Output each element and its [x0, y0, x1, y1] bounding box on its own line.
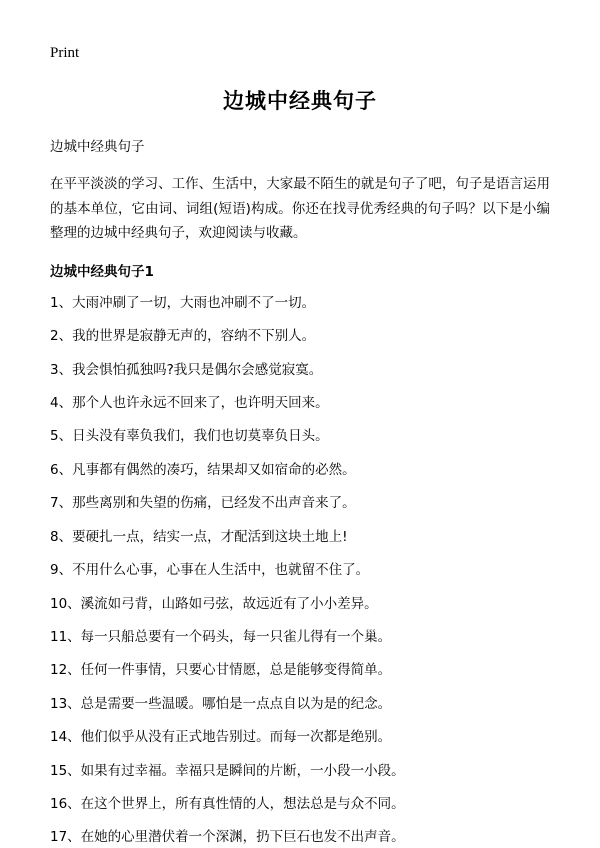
section-heading: 边城中经典句子1 [50, 264, 154, 281]
list-item: 14、他们似乎从没有正式地告别过。而每一次都是绝别。 [50, 729, 392, 746]
list-item: 11、每一只船总要有一个码头，每一只雀儿得有一个巢。 [50, 628, 392, 645]
list-item: 1、大雨冲刷了一切，大雨也冲刷不了一切。 [50, 294, 316, 311]
sentence-list [50, 293, 550, 848]
list-item: 3、我会惧怕孤独吗?我只是偶尔会感觉寂寞。 [50, 361, 323, 378]
list-item: 16、在这个世界上，所有真性情的人，想法总是与众不同。 [50, 796, 405, 813]
list-item: 12、任何一件事情，只要心甘情愿，总是能够变得简单。 [50, 662, 392, 679]
print-button[interactable]: Print [50, 45, 80, 61]
list-item: 2、我的世界是寂静无声的，容纳不下别人。 [50, 328, 316, 345]
page-title: 边城中经典句子 [223, 89, 377, 113]
list-item: 10、溪流如弓背，山路如弓弦，故远近有了小小差异。 [50, 595, 378, 612]
list-item: 15、如果有过幸福。幸福只是瞬间的片断，一小段一小段。 [50, 762, 405, 779]
list-item: 17、在她的心里潜伏着一个深渊，扔下巨石也发不出声音。 [50, 829, 405, 846]
list-item: 13、总是需要一些温暖。哪怕是一点点自以为是的纪念。 [50, 695, 392, 712]
list-item: 5、日头没有辜负我们，我们也切莫辜负日头。 [50, 428, 329, 445]
intro-paragraph: 在平平淡淡的学习、工作、生活中，大家最不陌生的就是句子了吧，句子是语言运用的基本单位，它由词、词组(短语)构成。你还在找寻优秀经典的句子吗？以下是小编整理的边城中经典句子，欢迎阅读与收藏。 [50, 175, 550, 242]
list-item: 6、凡事都有偶然的凑巧，结果却又如宿命的必然。 [50, 461, 356, 478]
list-item: 9、不用什么心事，心事在人生活中，也就留不住了。 [50, 562, 370, 579]
list-item: 7、那些离别和失望的伤痛，已经发不出声音来了。 [50, 495, 356, 512]
list-item: 4、那个人也许永远不回来了，也许明天回来。 [50, 394, 329, 411]
document-subtitle: 边城中经典句子 [50, 139, 145, 156]
list-item: 8、要硬扎一点，结实一点，才配活到这块土地上! [50, 528, 348, 545]
